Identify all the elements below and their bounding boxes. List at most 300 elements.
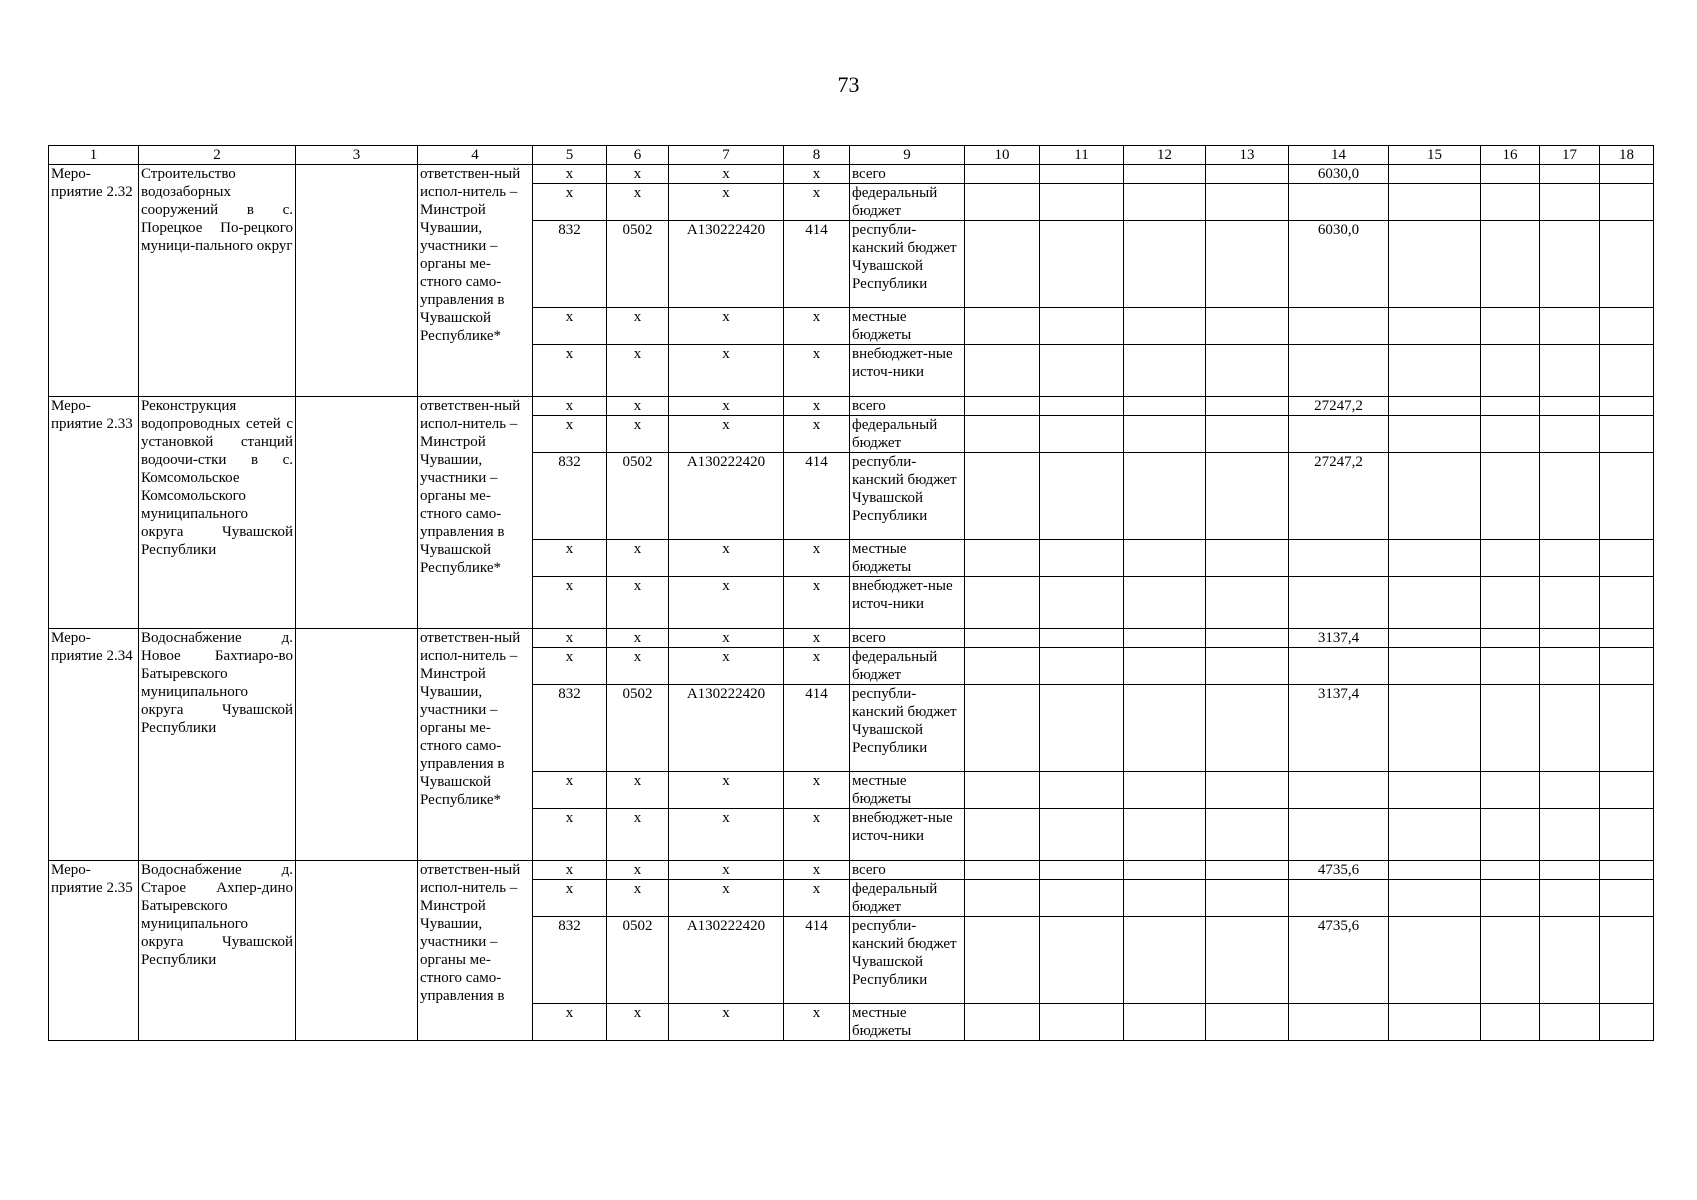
empty-cell	[1389, 540, 1481, 577]
empty-cell	[1540, 221, 1600, 308]
empty-cell	[1206, 397, 1289, 416]
empty-cell	[1540, 308, 1600, 345]
empty-cell	[1481, 308, 1540, 345]
empty-cell	[1600, 1004, 1654, 1041]
code-cell: x	[607, 184, 669, 221]
empty-cell	[1040, 184, 1124, 221]
funding-source: федеральный бюджет	[850, 416, 965, 453]
code-cell: x	[784, 540, 850, 577]
code-cell: A130222420	[669, 453, 784, 540]
empty-cell	[1206, 308, 1289, 345]
empty-cell	[1040, 685, 1124, 772]
table-row	[49, 629, 1654, 648]
empty-cell	[1206, 685, 1289, 772]
empty-cell	[1600, 453, 1654, 540]
empty-cell	[1206, 221, 1289, 308]
empty-cell	[1600, 648, 1654, 685]
empty-cell	[1124, 685, 1206, 772]
empty-cell	[1124, 165, 1206, 184]
code-cell: x	[784, 397, 850, 416]
funding-source: республи-канский бюджет Чувашской Республики	[850, 685, 965, 772]
code-cell: x	[533, 861, 607, 880]
code-cell: 832	[533, 685, 607, 772]
empty-cell	[1124, 629, 1206, 648]
empty-cell	[1389, 577, 1481, 629]
empty-cell	[1600, 540, 1654, 577]
empty-cell	[1481, 453, 1540, 540]
budget-table	[48, 145, 1654, 1041]
empty-cell	[1206, 629, 1289, 648]
empty-cell	[1124, 184, 1206, 221]
empty-cell	[1481, 221, 1540, 308]
empty-cell	[1389, 772, 1481, 809]
empty-cell	[1481, 1004, 1540, 1041]
empty-cell	[1540, 809, 1600, 861]
empty-cell	[1124, 880, 1206, 917]
empty-cell	[965, 629, 1040, 648]
header-cell: 1	[49, 146, 139, 165]
empty-cell	[965, 453, 1040, 540]
empty-cell	[965, 809, 1040, 861]
code-cell: x	[533, 772, 607, 809]
code-cell: x	[784, 184, 850, 221]
empty-cell	[1389, 917, 1481, 1004]
code-cell: x	[784, 629, 850, 648]
amount-cell: 27247,2	[1289, 453, 1389, 540]
event-name: Строительство водозаборных сооружений в с. Порецкое По-рецкого муници-пального округ	[139, 165, 296, 397]
empty-cell	[1600, 880, 1654, 917]
event-name: Водоснабжение д. Новое Бахтиаро-во Батыревского муниципального округа Чувашской Республики	[139, 629, 296, 861]
responsible-executor: ответствен-ный испол-нитель – Минстрой Чувашии, участники – органы ме-стного само-управления в Чувашской Республике*	[418, 165, 533, 397]
empty-cell	[1540, 540, 1600, 577]
empty-cell	[1389, 629, 1481, 648]
empty-cell	[1389, 880, 1481, 917]
empty-cell	[1124, 397, 1206, 416]
code-cell: x	[669, 397, 784, 416]
event-number: Меро-приятие 2.32	[49, 165, 139, 397]
empty-cell	[965, 184, 1040, 221]
empty-cell	[1600, 577, 1654, 629]
empty-cell	[1206, 861, 1289, 880]
empty-cell	[1389, 453, 1481, 540]
code-cell: 0502	[607, 453, 669, 540]
code-cell: 0502	[607, 917, 669, 1004]
empty-cell	[1040, 397, 1124, 416]
amount-cell: 27247,2	[1289, 397, 1389, 416]
empty-cell	[1124, 917, 1206, 1004]
event-name: Водоснабжение д. Старое Ахпер-дино Батыревского муниципального округа Чувашской Республики	[139, 861, 296, 1041]
header-cell: 18	[1600, 146, 1654, 165]
empty-cell	[1124, 1004, 1206, 1041]
code-cell: x	[784, 880, 850, 917]
empty-cell	[1389, 648, 1481, 685]
empty-cell	[1600, 629, 1654, 648]
header-row	[49, 146, 1654, 165]
empty-cell	[1540, 629, 1600, 648]
code-cell: 832	[533, 221, 607, 308]
code-cell: 414	[784, 917, 850, 1004]
code-cell: A130222420	[669, 685, 784, 772]
empty-cell	[1481, 880, 1540, 917]
code-cell: x	[669, 345, 784, 397]
empty-cell	[296, 629, 418, 861]
empty-cell	[1481, 540, 1540, 577]
code-cell: A130222420	[669, 917, 784, 1004]
empty-cell	[965, 577, 1040, 629]
empty-cell	[965, 540, 1040, 577]
funding-source: всего	[850, 861, 965, 880]
table-row	[49, 861, 1654, 880]
code-cell: x	[669, 577, 784, 629]
empty-cell	[965, 648, 1040, 685]
header-cell: 9	[850, 146, 965, 165]
empty-cell	[1389, 308, 1481, 345]
empty-cell	[1040, 1004, 1124, 1041]
empty-cell	[1481, 184, 1540, 221]
empty-cell	[1540, 416, 1600, 453]
header-cell: 2	[139, 146, 296, 165]
empty-cell	[1600, 416, 1654, 453]
empty-cell	[1289, 648, 1389, 685]
empty-cell	[965, 308, 1040, 345]
empty-cell	[965, 416, 1040, 453]
empty-cell	[1040, 880, 1124, 917]
empty-cell	[1124, 772, 1206, 809]
code-cell: x	[607, 540, 669, 577]
empty-cell	[1289, 772, 1389, 809]
code-cell: x	[607, 772, 669, 809]
empty-cell	[1600, 184, 1654, 221]
empty-cell	[1124, 221, 1206, 308]
table-row	[49, 397, 1654, 416]
funding-source: всего	[850, 397, 965, 416]
code-cell: x	[607, 1004, 669, 1041]
code-cell: x	[669, 416, 784, 453]
empty-cell	[1040, 221, 1124, 308]
empty-cell	[1481, 772, 1540, 809]
empty-cell	[1289, 416, 1389, 453]
empty-cell	[1040, 416, 1124, 453]
code-cell: x	[784, 308, 850, 345]
empty-cell	[1600, 685, 1654, 772]
code-cell: x	[607, 809, 669, 861]
code-cell: x	[607, 345, 669, 397]
empty-cell	[1481, 685, 1540, 772]
funding-source: всего	[850, 629, 965, 648]
empty-cell	[1124, 453, 1206, 540]
empty-cell	[1540, 772, 1600, 809]
code-cell: x	[607, 165, 669, 184]
empty-cell	[1600, 917, 1654, 1004]
code-cell: x	[533, 880, 607, 917]
empty-cell	[1124, 308, 1206, 345]
empty-cell	[1389, 416, 1481, 453]
funding-source: всего	[850, 165, 965, 184]
code-cell: x	[784, 772, 850, 809]
empty-cell	[1206, 416, 1289, 453]
empty-cell	[965, 861, 1040, 880]
code-cell: x	[669, 629, 784, 648]
empty-cell	[1040, 345, 1124, 397]
empty-cell	[965, 917, 1040, 1004]
empty-cell	[1124, 416, 1206, 453]
empty-cell	[1481, 917, 1540, 1004]
code-cell: x	[533, 1004, 607, 1041]
empty-cell	[1481, 345, 1540, 397]
empty-cell	[296, 397, 418, 629]
code-cell: x	[607, 416, 669, 453]
empty-cell	[1600, 345, 1654, 397]
empty-cell	[1481, 861, 1540, 880]
empty-cell	[965, 221, 1040, 308]
header-cell: 14	[1289, 146, 1389, 165]
header-cell: 10	[965, 146, 1040, 165]
amount-cell: 3137,4	[1289, 629, 1389, 648]
empty-cell	[1389, 861, 1481, 880]
empty-cell	[1040, 861, 1124, 880]
header-cell: 5	[533, 146, 607, 165]
empty-cell	[965, 685, 1040, 772]
empty-cell	[1600, 809, 1654, 861]
empty-cell	[965, 165, 1040, 184]
event-number: Меро-приятие 2.34	[49, 629, 139, 861]
funding-source: местные бюджеты	[850, 1004, 965, 1041]
code-cell: x	[533, 308, 607, 345]
code-cell: x	[533, 540, 607, 577]
empty-cell	[1540, 184, 1600, 221]
empty-cell	[1124, 861, 1206, 880]
empty-cell	[1540, 397, 1600, 416]
funding-source: федеральный бюджет	[850, 648, 965, 685]
empty-cell	[1540, 577, 1600, 629]
empty-cell	[296, 165, 418, 397]
code-cell: x	[669, 165, 784, 184]
empty-cell	[1540, 861, 1600, 880]
empty-cell	[1389, 685, 1481, 772]
empty-cell	[1481, 416, 1540, 453]
funding-source: республи-канский бюджет Чувашской Республики	[850, 221, 965, 308]
empty-cell	[1124, 648, 1206, 685]
code-cell: x	[669, 648, 784, 685]
empty-cell	[1481, 629, 1540, 648]
funding-source: внебюджет-ные источ-ники	[850, 577, 965, 629]
empty-cell	[1540, 1004, 1600, 1041]
empty-cell	[1206, 453, 1289, 540]
empty-cell	[1206, 1004, 1289, 1041]
empty-cell	[1040, 772, 1124, 809]
empty-cell	[1040, 308, 1124, 345]
header-cell: 4	[418, 146, 533, 165]
empty-cell	[1040, 165, 1124, 184]
code-cell: x	[533, 629, 607, 648]
empty-cell	[1206, 772, 1289, 809]
code-cell: 414	[784, 685, 850, 772]
page-number: 73	[837, 72, 860, 97]
code-cell: x	[669, 308, 784, 345]
empty-cell	[1206, 809, 1289, 861]
empty-cell	[1600, 221, 1654, 308]
empty-cell	[1289, 1004, 1389, 1041]
empty-cell	[1600, 165, 1654, 184]
empty-cell	[1206, 540, 1289, 577]
empty-cell	[1124, 577, 1206, 629]
empty-cell	[1206, 880, 1289, 917]
empty-cell	[1289, 345, 1389, 397]
header-cell: 3	[296, 146, 418, 165]
funding-source: республи-канский бюджет Чувашской Республики	[850, 453, 965, 540]
responsible-executor: ответствен-ный испол-нитель – Минстрой Чувашии, участники – органы ме-стного само-управления в Чувашской Республике*	[418, 397, 533, 629]
empty-cell	[1040, 809, 1124, 861]
code-cell: x	[669, 540, 784, 577]
event-number: Меро-приятие 2.33	[49, 397, 139, 629]
code-cell: x	[669, 1004, 784, 1041]
empty-cell	[965, 397, 1040, 416]
code-cell: x	[784, 648, 850, 685]
empty-cell	[1389, 184, 1481, 221]
code-cell: x	[607, 880, 669, 917]
code-cell: x	[784, 861, 850, 880]
empty-cell	[1481, 165, 1540, 184]
amount-cell: 6030,0	[1289, 221, 1389, 308]
empty-cell	[1206, 345, 1289, 397]
header-cell: 16	[1481, 146, 1540, 165]
empty-cell	[1289, 184, 1389, 221]
code-cell: x	[533, 577, 607, 629]
code-cell: x	[607, 577, 669, 629]
header-cell: 7	[669, 146, 784, 165]
empty-cell	[1040, 917, 1124, 1004]
funding-source: республи-канский бюджет Чувашской Республики	[850, 917, 965, 1004]
funding-source: местные бюджеты	[850, 772, 965, 809]
empty-cell	[1481, 809, 1540, 861]
code-cell: x	[669, 809, 784, 861]
code-cell: x	[784, 1004, 850, 1041]
code-cell: x	[533, 809, 607, 861]
amount-cell: 4735,6	[1289, 861, 1389, 880]
code-cell: 832	[533, 917, 607, 1004]
empty-cell	[965, 880, 1040, 917]
empty-cell	[1481, 577, 1540, 629]
code-cell: x	[669, 861, 784, 880]
code-cell: 414	[784, 221, 850, 308]
code-cell: x	[607, 397, 669, 416]
code-cell: x	[533, 648, 607, 685]
empty-cell	[1600, 308, 1654, 345]
header-cell: 15	[1389, 146, 1481, 165]
code-cell: x	[784, 577, 850, 629]
responsible-executor: ответствен-ный испол-нитель – Минстрой Чувашии, участники – органы ме-стного само-управления в Чувашской Республике*	[418, 629, 533, 861]
empty-cell	[1600, 397, 1654, 416]
empty-cell	[1389, 809, 1481, 861]
empty-cell	[1040, 453, 1124, 540]
empty-cell	[1289, 540, 1389, 577]
empty-cell	[1600, 861, 1654, 880]
empty-cell	[1289, 577, 1389, 629]
code-cell: x	[784, 165, 850, 184]
funding-source: внебюджет-ные источ-ники	[850, 809, 965, 861]
empty-cell	[1540, 685, 1600, 772]
event-name: Реконструкция водопроводных сетей с установкой станций водоочи-стки в с. Комсомольское Комсомольского муниципального округа Чувашской Республики	[139, 397, 296, 629]
header-cell: 12	[1124, 146, 1206, 165]
code-cell: x	[784, 809, 850, 861]
empty-cell	[1540, 648, 1600, 685]
empty-cell	[1040, 540, 1124, 577]
code-cell: x	[784, 345, 850, 397]
code-cell: x	[669, 772, 784, 809]
empty-cell	[965, 1004, 1040, 1041]
empty-cell	[1540, 165, 1600, 184]
header-cell: 6	[607, 146, 669, 165]
code-cell: x	[607, 308, 669, 345]
header-cell: 17	[1540, 146, 1600, 165]
code-cell: 832	[533, 453, 607, 540]
code-cell: x	[533, 165, 607, 184]
empty-cell	[1206, 184, 1289, 221]
empty-cell	[1040, 577, 1124, 629]
empty-cell	[1481, 648, 1540, 685]
empty-cell	[1124, 809, 1206, 861]
header-cell: 13	[1206, 146, 1289, 165]
funding-source: местные бюджеты	[850, 540, 965, 577]
empty-cell	[1389, 165, 1481, 184]
code-cell: x	[669, 184, 784, 221]
code-cell: x	[533, 416, 607, 453]
empty-cell	[1206, 577, 1289, 629]
empty-cell	[1206, 165, 1289, 184]
code-cell: A130222420	[669, 221, 784, 308]
empty-cell	[1540, 917, 1600, 1004]
code-cell: x	[784, 416, 850, 453]
empty-cell	[1206, 648, 1289, 685]
empty-cell	[1600, 772, 1654, 809]
empty-cell	[1289, 809, 1389, 861]
table-row	[49, 165, 1654, 184]
responsible-executor: ответствен-ный испол-нитель – Минстрой Чувашии, участники – органы ме-стного само-управления в	[418, 861, 533, 1041]
header-cell: 11	[1040, 146, 1124, 165]
amount-cell: 6030,0	[1289, 165, 1389, 184]
funding-source: федеральный бюджет	[850, 880, 965, 917]
code-cell: x	[607, 648, 669, 685]
code-cell: x	[533, 184, 607, 221]
empty-cell	[1040, 648, 1124, 685]
empty-cell	[1124, 345, 1206, 397]
code-cell: x	[533, 397, 607, 416]
empty-cell	[1389, 397, 1481, 416]
amount-cell: 4735,6	[1289, 917, 1389, 1004]
empty-cell	[1289, 880, 1389, 917]
empty-cell	[1540, 345, 1600, 397]
empty-cell	[965, 345, 1040, 397]
funding-source: федеральный бюджет	[850, 184, 965, 221]
empty-cell	[1389, 1004, 1481, 1041]
empty-cell	[1124, 540, 1206, 577]
code-cell: 0502	[607, 221, 669, 308]
code-cell: 414	[784, 453, 850, 540]
amount-cell: 3137,4	[1289, 685, 1389, 772]
empty-cell	[1540, 453, 1600, 540]
empty-cell	[1481, 397, 1540, 416]
empty-cell	[1289, 308, 1389, 345]
empty-cell	[1040, 629, 1124, 648]
header-cell: 8	[784, 146, 850, 165]
event-number: Меро-приятие 2.35	[49, 861, 139, 1041]
funding-source: местные бюджеты	[850, 308, 965, 345]
empty-cell	[1389, 345, 1481, 397]
code-cell: 0502	[607, 685, 669, 772]
empty-cell	[1389, 221, 1481, 308]
code-cell: x	[533, 345, 607, 397]
code-cell: x	[607, 629, 669, 648]
